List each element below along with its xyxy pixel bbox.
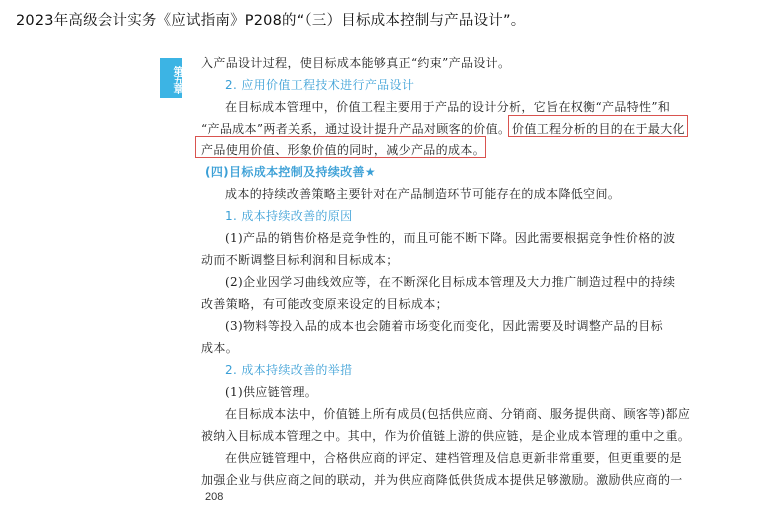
page-title: 2023年高级会计实务《应试指南》P208的“（三）目标成本控制与产品设计”。	[16, 13, 526, 29]
text-line: 在目标成本管理中，价值工程主要用于产品的设计分析，它旨在权衡“产品特性”和	[225, 100, 671, 114]
text-line: 动而不断调整目标利润和目标成本；	[201, 253, 399, 267]
text-line: “产品成本”两者关系，通过设计提升产品对顾客的价值。	[201, 122, 511, 136]
text-line: 改善策略，有可能改变原来设定的目标成本；	[201, 297, 449, 311]
text-line: 入产品设计过程，使目标成本能够真正“约束”产品设计。	[201, 56, 511, 70]
chapter-tab: 第五章	[160, 58, 182, 98]
highlighted-text: 价值工程分析的目的在于最大化	[512, 122, 685, 136]
section-heading: 1. 成本持续改善的原因	[225, 209, 353, 223]
text-line: 加强企业与供应商之间的联动，并为供应商降低供货成本提供足够激励。激励供应商的一	[201, 473, 683, 487]
text-line: (1)供应链管理。	[225, 385, 318, 399]
text-line: 成本的持续改善策略主要针对在产品制造环节可能存在的成本降低空间。	[225, 187, 621, 201]
text-line: (1)产品的销售价格是竞争性的，而且可能不断下降。因此需要根据竞争性价格的波	[225, 231, 676, 245]
subsection-heading: (四)目标成本控制及持续改善★	[205, 165, 376, 179]
text-line: (2)企业因学习曲线效应等，在不断深化目标成本管理及大力推广制造过程中的持续	[225, 275, 676, 289]
text-line: (3)物料等投入品的成本也会随着市场变化而变化，因此需要及时调整产品的目标	[225, 319, 663, 333]
highlighted-text: 产品使用价值、形象价值的同时，减少产品的成本。	[201, 143, 486, 157]
highlight-box-top	[508, 115, 688, 137]
section-heading: 2. 成本持续改善的举措	[225, 363, 353, 377]
text-line: 在供应链管理中，合格供应商的评定、建档管理及信息更新非常重要，但更重要的是	[225, 451, 682, 465]
highlight-box-bottom	[195, 136, 486, 158]
text-line: 被纳入目标成本管理之中。其中，作为价值链上游的供应链，是企业成本管理的重中之重。	[201, 429, 691, 443]
text-line: 成本。	[201, 341, 239, 355]
page-number: 208	[205, 491, 224, 503]
text-line: 在目标成本法中，价值链上所有成员(包括供应商、分销商、服务提供商、顾客等)都应	[225, 407, 691, 421]
section-heading: 2. 应用价值工程技术进行产品设计	[225, 78, 415, 92]
